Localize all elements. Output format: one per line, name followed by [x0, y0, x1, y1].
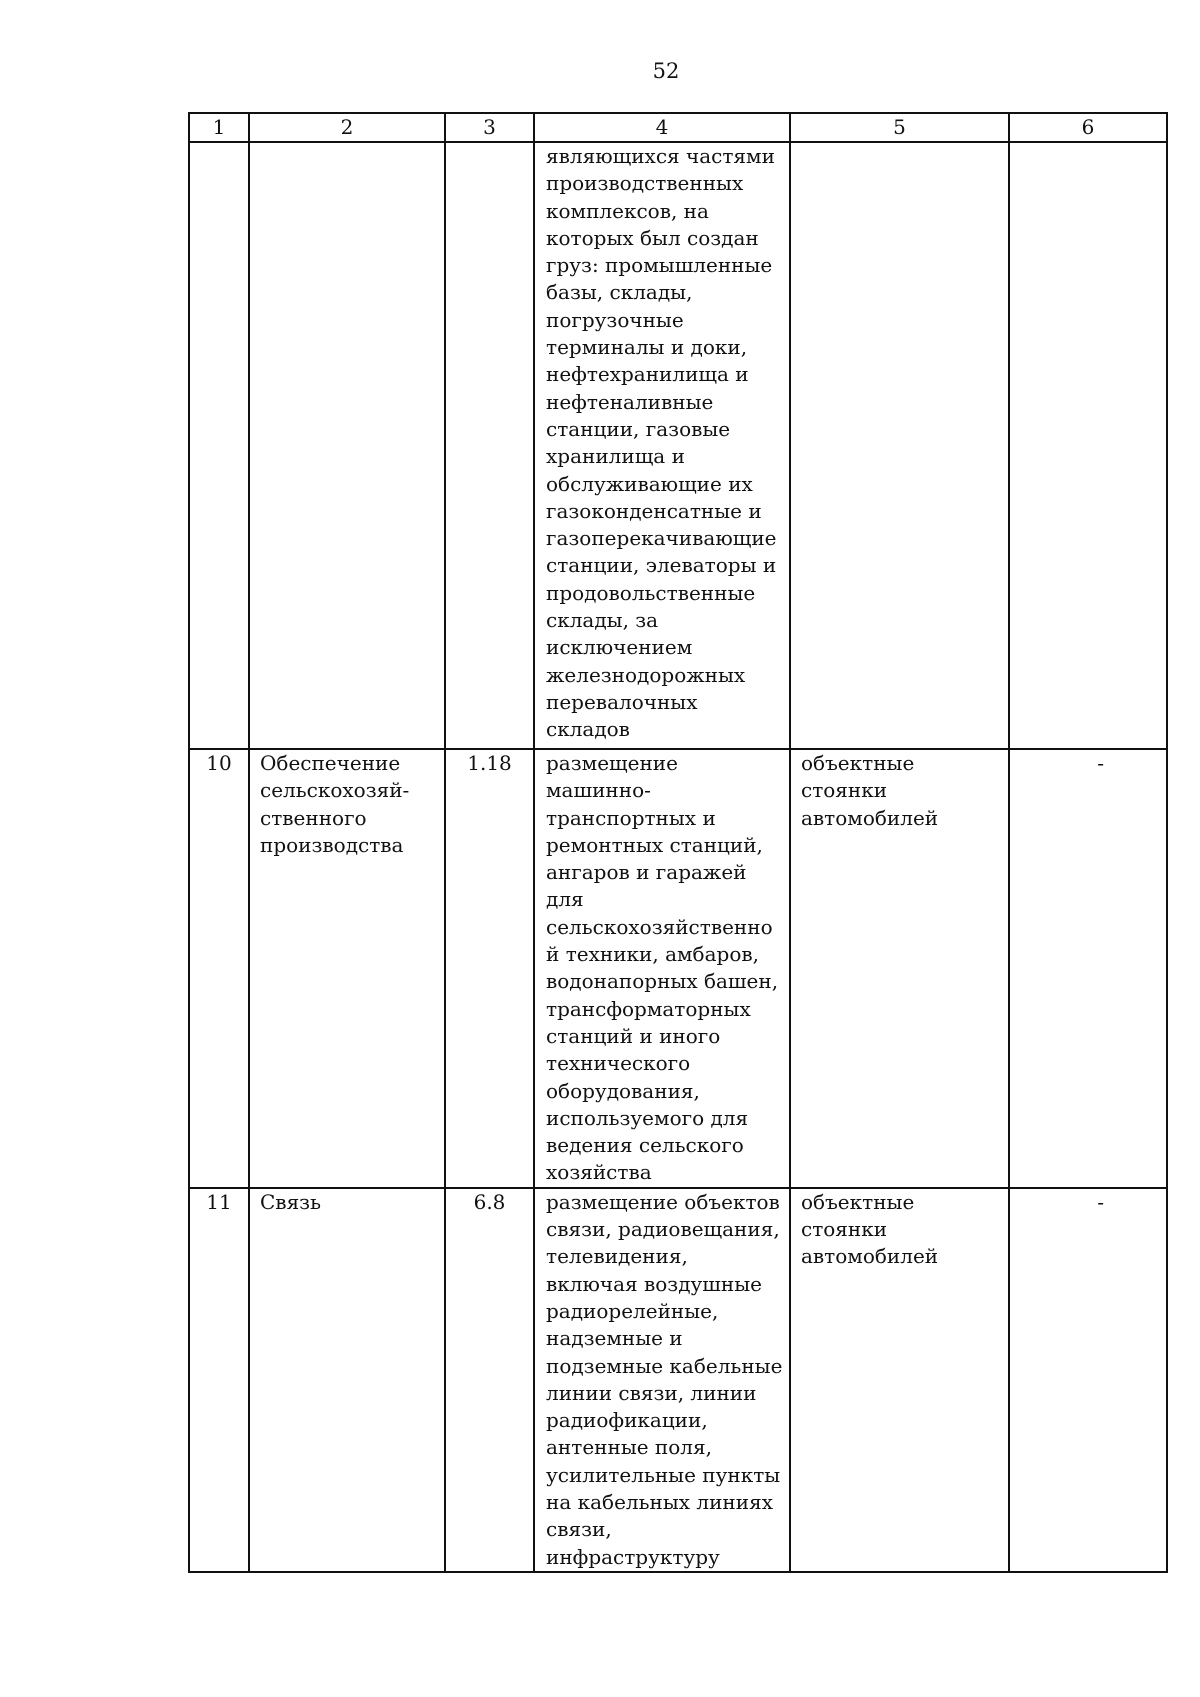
use-name-cell: Обеспечение сельскохозяй-ственного производства [249, 749, 445, 1188]
parking-cell [790, 142, 1009, 749]
use-code-cell: 1.18 [445, 749, 534, 1188]
use-name-cell [249, 142, 445, 749]
page-number: 52 [652, 59, 680, 83]
use-description-cell: размещение машинно-транспортных и ремонтных станций, ангаров и гаражей для сельскохозяйственной техники, амбаров, водонапорных башен, трансформаторных станций и иного технического оборудования, используемого для ведения сельского хозяйства [534, 749, 790, 1188]
header-cell: 1 [189, 113, 249, 142]
column-6-cell: - [1009, 749, 1167, 1188]
header-cell: 4 [534, 113, 790, 142]
column-6-cell [1009, 142, 1167, 749]
use-code-cell: 6.8 [445, 1188, 534, 1572]
parking-cell: объектные стоянки автомобилей [790, 749, 1009, 1188]
header-cell: 5 [790, 113, 1009, 142]
table-row [189, 142, 1167, 749]
header-cell: 2 [249, 113, 445, 142]
use-name-cell: Связь [249, 1188, 445, 1572]
table-header-row [189, 113, 1167, 142]
table-row [189, 749, 1167, 1188]
table-row [189, 1188, 1167, 1572]
row-number-cell [189, 142, 249, 749]
use-description-cell: являющихся частями производственных комплексов, на которых был создан груз: промышленные базы, склады, погрузочные терминалы и доки, нефтехранилища и нефтеналивные станции, газовые хранилища и обслуживающие их газоконденсатные и газоперекачивающие станции, элеваторы и продовольственные склады, за исключением железнодорожных перевалочных складов [534, 142, 790, 749]
use-description-cell: размещение объектов связи, радиовещания, телевидения, включая воздушные радиорелейные, надземные и подземные кабельные линии связи, линии радиофикации, антенные поля, усилительные пункты на кабельных линиях связи, инфраструктуру [534, 1188, 790, 1572]
header-cell: 6 [1009, 113, 1167, 142]
parking-cell: объектные стоянки автомобилей [790, 1188, 1009, 1572]
row-number-cell: 10 [189, 749, 249, 1188]
column-6-cell: - [1009, 1188, 1167, 1572]
header-cell: 3 [445, 113, 534, 142]
use-code-cell [445, 142, 534, 749]
row-number-cell: 11 [189, 1188, 249, 1572]
regulations-table [188, 112, 1168, 1573]
